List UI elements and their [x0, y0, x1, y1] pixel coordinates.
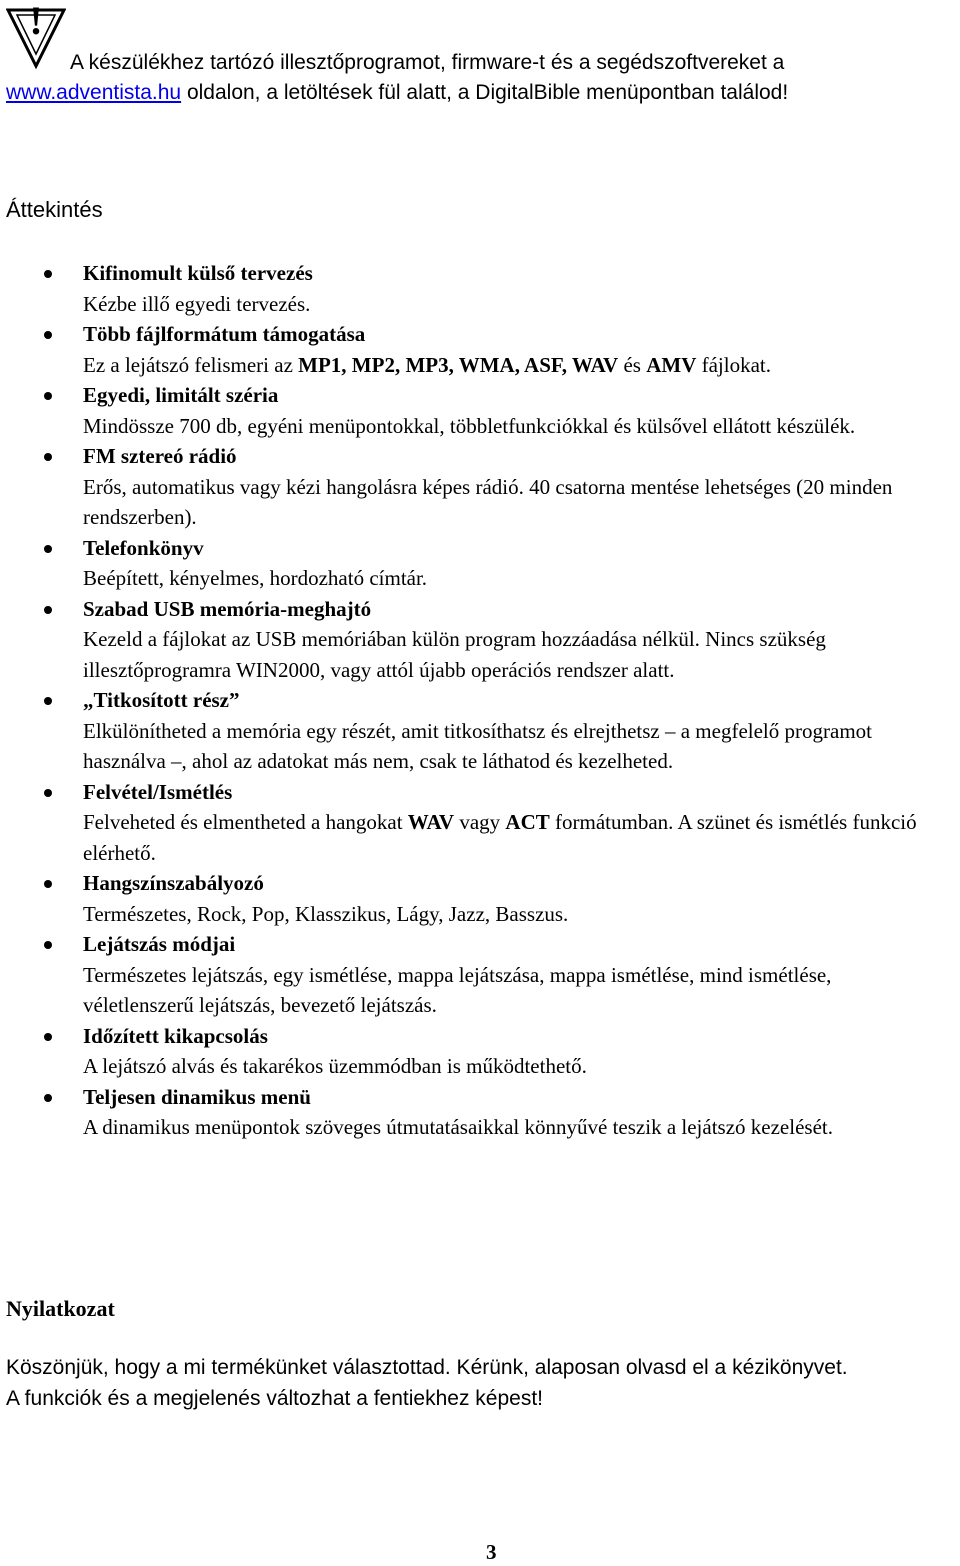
declaration-heading: Nyilatkozat — [6, 1296, 115, 1321]
feature-desc: Erős, automatikus vagy kézi hangolásra képes rádió. 40 csatorna mentése lehetséges (20 minden rendszerben). — [83, 474, 893, 529]
desc-text: és — [618, 352, 647, 377]
feature-title: „Titkosított rész” — [83, 688, 240, 712]
adventista-link[interactable]: www.adventista.hu — [6, 81, 182, 104]
declaration-line-1: Köszönjük, hogy a mi termékünket választottad. Kérünk, alaposan olvasd el a kézikönyvet. — [6, 1356, 848, 1379]
list-item — [0, 868, 940, 929]
list-item — [0, 685, 940, 777]
declaration-text — [6, 1353, 956, 1414]
bullet-icon — [44, 392, 52, 400]
desc-text: Felveheted és elmentheted a hangokat — [83, 810, 408, 834]
warning-triangle-icon — [6, 4, 66, 70]
desc-formats: MP1, MP2, MP3, WMA, ASF, WAV — [298, 352, 619, 377]
list-item — [0, 1082, 940, 1143]
feature-desc: Elkülönítheted a memória egy részét, amit titkosíthatsz és elrejthetsz – a megfelelő programot használva –, ahol az adatokat más nem, csak te láthatod és kezelheted. — [83, 718, 872, 773]
overview-heading: Áttekintés — [6, 197, 103, 222]
note-line-1: A készülékhez tartózó illesztőprogramot, firmware-t és a segédszoftvereket a — [70, 51, 785, 74]
bullet-icon — [44, 697, 52, 705]
feature-title: Időzített kikapcsolás — [83, 1023, 268, 1048]
feature-desc — [83, 350, 940, 381]
bullet-icon — [44, 606, 52, 614]
feature-desc: Természetes, Rock, Pop, Klasszikus, Lágy, Jazz, Basszus. — [83, 901, 569, 926]
feature-desc: A lejátszó alvás és takarékos üzemmódban is működtethető. — [83, 1054, 587, 1078]
list-item — [0, 441, 940, 533]
feature-title: Egyedi, limitált széria — [83, 383, 279, 407]
desc-format: AMV — [646, 352, 697, 377]
bullet-icon — [44, 545, 52, 553]
list-item — [0, 1021, 940, 1082]
feature-title: Lejátszás módjai — [83, 932, 236, 956]
note-line-2-rest: oldalon, a letöltések fül alatt, a DigitalBible menüpontban találod! — [181, 81, 789, 104]
feature-title: Hangszínszabályozó — [83, 871, 264, 895]
feature-desc: A dinamikus menüpontok szöveges útmutatásaikkal könnyűvé teszik a lejátszó kezelését. — [83, 1115, 833, 1139]
feature-title: Szabad USB memória-meghajtó — [83, 596, 372, 621]
bullet-icon — [44, 270, 52, 278]
list-item — [0, 777, 940, 869]
list-item — [0, 380, 940, 441]
feature-title: Telefonkönyv — [83, 535, 204, 560]
feature-title: Teljesen dinamikus menü — [83, 1084, 311, 1109]
feature-desc: Kezeld a fájlokat az USB memóriában külön program hozzáadása nélkül. Nincs szükség illesztőprogramra WIN2000, vagy attól újabb operációs rendszer alatt. — [83, 627, 826, 682]
desc-text: Ez a lejátszó felismeri az — [83, 352, 299, 377]
feature-desc: Természetes lejátszás, egy ismétlése, mappa lejátszása, mappa ismétlése, mind ismétlése, véletlenszerű lejátszás, bevezető lejátszás. — [83, 962, 832, 1017]
desc-text: fájlokat. — [696, 352, 771, 377]
feature-title: Felvétel/Ismétlés — [83, 779, 233, 804]
bullet-icon — [44, 880, 52, 888]
page-number: 3 — [486, 1540, 497, 1564]
feature-title: Több fájlformátum támogatása — [83, 322, 366, 346]
list-item — [0, 929, 940, 1021]
desc-text: formátumban. A szünet és ismétlés funkció elérhető. — [83, 810, 917, 865]
bullet-icon — [44, 453, 52, 461]
bullet-icon — [44, 789, 52, 797]
feature-desc: Mindössze 700 db, egyéni menüpontokkal, többletfunkciókkal és külsővel ellátott készülék. — [83, 413, 856, 438]
desc-format: ACT — [505, 810, 550, 834]
desc-text: vagy — [454, 810, 506, 834]
feature-title: FM sztereó rádió — [83, 444, 237, 468]
feature-title: Kifinomult külső tervezés — [83, 261, 313, 285]
feature-desc: Kézbe illő egyedi tervezés. — [83, 291, 311, 316]
list-item — [0, 319, 940, 380]
feature-list — [0, 258, 940, 1143]
bullet-icon — [44, 1094, 52, 1102]
list-item — [0, 533, 940, 594]
declaration-line-2: A funkciók és a megjelenés változhat a fentiekhez képest! — [6, 1386, 543, 1410]
bullet-icon — [44, 1033, 52, 1041]
list-item — [0, 594, 940, 686]
bullet-icon — [44, 941, 52, 949]
desc-format: WAV — [407, 810, 455, 834]
feature-desc: Beépített, kényelmes, hordozható címtár. — [83, 566, 428, 590]
bullet-icon — [44, 331, 52, 339]
note-line-2 — [6, 81, 788, 105]
svg-text:!: ! — [29, 4, 43, 43]
list-item — [0, 258, 940, 319]
feature-desc — [83, 807, 940, 868]
